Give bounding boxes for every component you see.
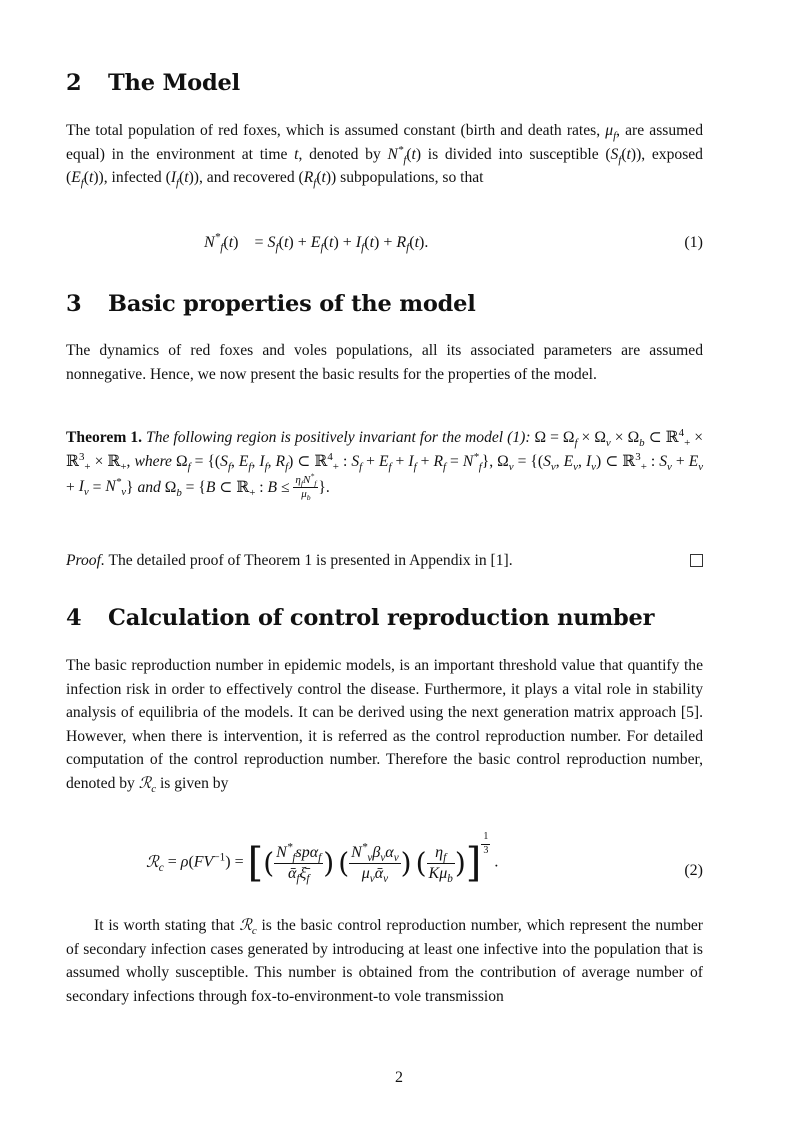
section-4-heading	[66, 605, 703, 632]
section-2-heading	[66, 70, 703, 97]
page-number: 2	[395, 1069, 403, 1086]
theorem-text: Theorem 1. The following region is positively invariant for the model (1): $\Omega = \Omega_f \times \Omega_v \times \Omega_b$ ⊂ ℝ$^4_+$ × ℝ$^3_+$ × ℝ$_+$, where $\Omega_f = \{(S_f$, $E_f$, $I_f$, $R_f$) ⊂ ℝ$^4_+$ : $S_f + E_f + I_f + R_f = N^*_f$}, $\Omega_v = \{(S_v$, $E_v$, $I_v$) ⊂ ℝ$^3_+$ : $S_v + E_v + I_v = N^*_v$} and $\Omega_b = \{B$ ⊂ ℝ$_+$ : B ≤ $\frac{\eta_fN^*_f}{\mu_b}$ }.	[66, 426, 704, 503]
section-heading	[66, 291, 703, 318]
section-2-paragraph	[66, 119, 703, 190]
equation-number: (2)	[684, 862, 703, 879]
proof-label: Proof.	[66, 552, 105, 569]
section-number: 2	[66, 70, 82, 96]
section-number: 4	[66, 605, 82, 631]
proof-text	[66, 549, 703, 573]
equation-body: ℛ$_c$ = $\rho(FV^{-1})$ = [( $\frac{N^*_fsp\alpha_f}{ᾱ_f\xī_f}$ ) ( $\frac{N^*_v\beta_v\alpha_v}{\mu_vᾱ_v}$ ) ( $\frac{\eta_f}{K\mu_b}$ )] $^{\frac{1}{3}}$ .	[146, 831, 499, 886]
section-title: Calculation of control reproduction number	[108, 605, 655, 631]
paragraph: The total population of red foxes, which is assumed constant (birth and death rates, $\mu_f$, are assumed equal) in the environment at time t, denoted by $N^*_f(t)$ is divided into susceptible $(S_f(t))$, exposed $(E_f(t))$, infected $(I_f(t))$, and recovered $(R_f(t))$ subpopulations, so that	[66, 122, 703, 190]
paragraph: The basic reproduction number in epidemic models, is an important threshold value that quantify the infection risk in order to effectively control the disease. Furthermore, it plays a vital role in stability analysis of equilibria of the models. It can be derived using the next generation matrix approach [5]. However, when there is intervention, it is referred as the control reproduction number. For detailed computation of the control reproduction number. Therefore the basic control reproduction number, denoted by ℛ$_c$ is given by	[66, 657, 703, 796]
equation-1	[66, 231, 703, 264]
section-number: 3	[66, 291, 82, 317]
section-title: The Model	[108, 70, 240, 96]
section-4-paragraph-2	[66, 914, 703, 1008]
equation-body: $N^*_f(t)$ = $S_f(t) + E_f(t) + I_f(t) + R_f(t)$.	[204, 231, 429, 255]
paragraph: The dynamics of red foxes and voles populations, all its associated parameters are assumed nonnegative. Hence, we now present the basic results for the properties of the model.	[66, 342, 703, 383]
paragraph: It is worth stating that ℛ$_c$ is the basic control reproduction number, which represent the number of secondary infection cases generated by introducing at least one infective into the population that is assumed wholly susceptible. This number is obtained from the contribution of average number of secondary infections through fox-to-environment-to vole transmission	[66, 917, 703, 1005]
section-3-paragraph	[66, 339, 703, 386]
section-3-heading	[66, 291, 703, 318]
section-4-paragraph	[66, 654, 703, 796]
proof	[66, 549, 703, 573]
theorem-intro: The following region is positively invariant for the model (1):	[146, 429, 531, 446]
proof-body: The detailed proof of Theorem 1 is presented in Appendix in [1].	[108, 552, 513, 569]
theorem-1	[66, 426, 703, 502]
theorem-label: Theorem 1.	[66, 429, 143, 446]
section-title: Basic properties of the model	[108, 291, 476, 317]
section-heading	[66, 70, 703, 97]
section-heading	[66, 605, 703, 632]
equation-2	[66, 831, 703, 904]
equation-number: (1)	[684, 234, 703, 251]
qed-box-icon	[690, 554, 703, 567]
